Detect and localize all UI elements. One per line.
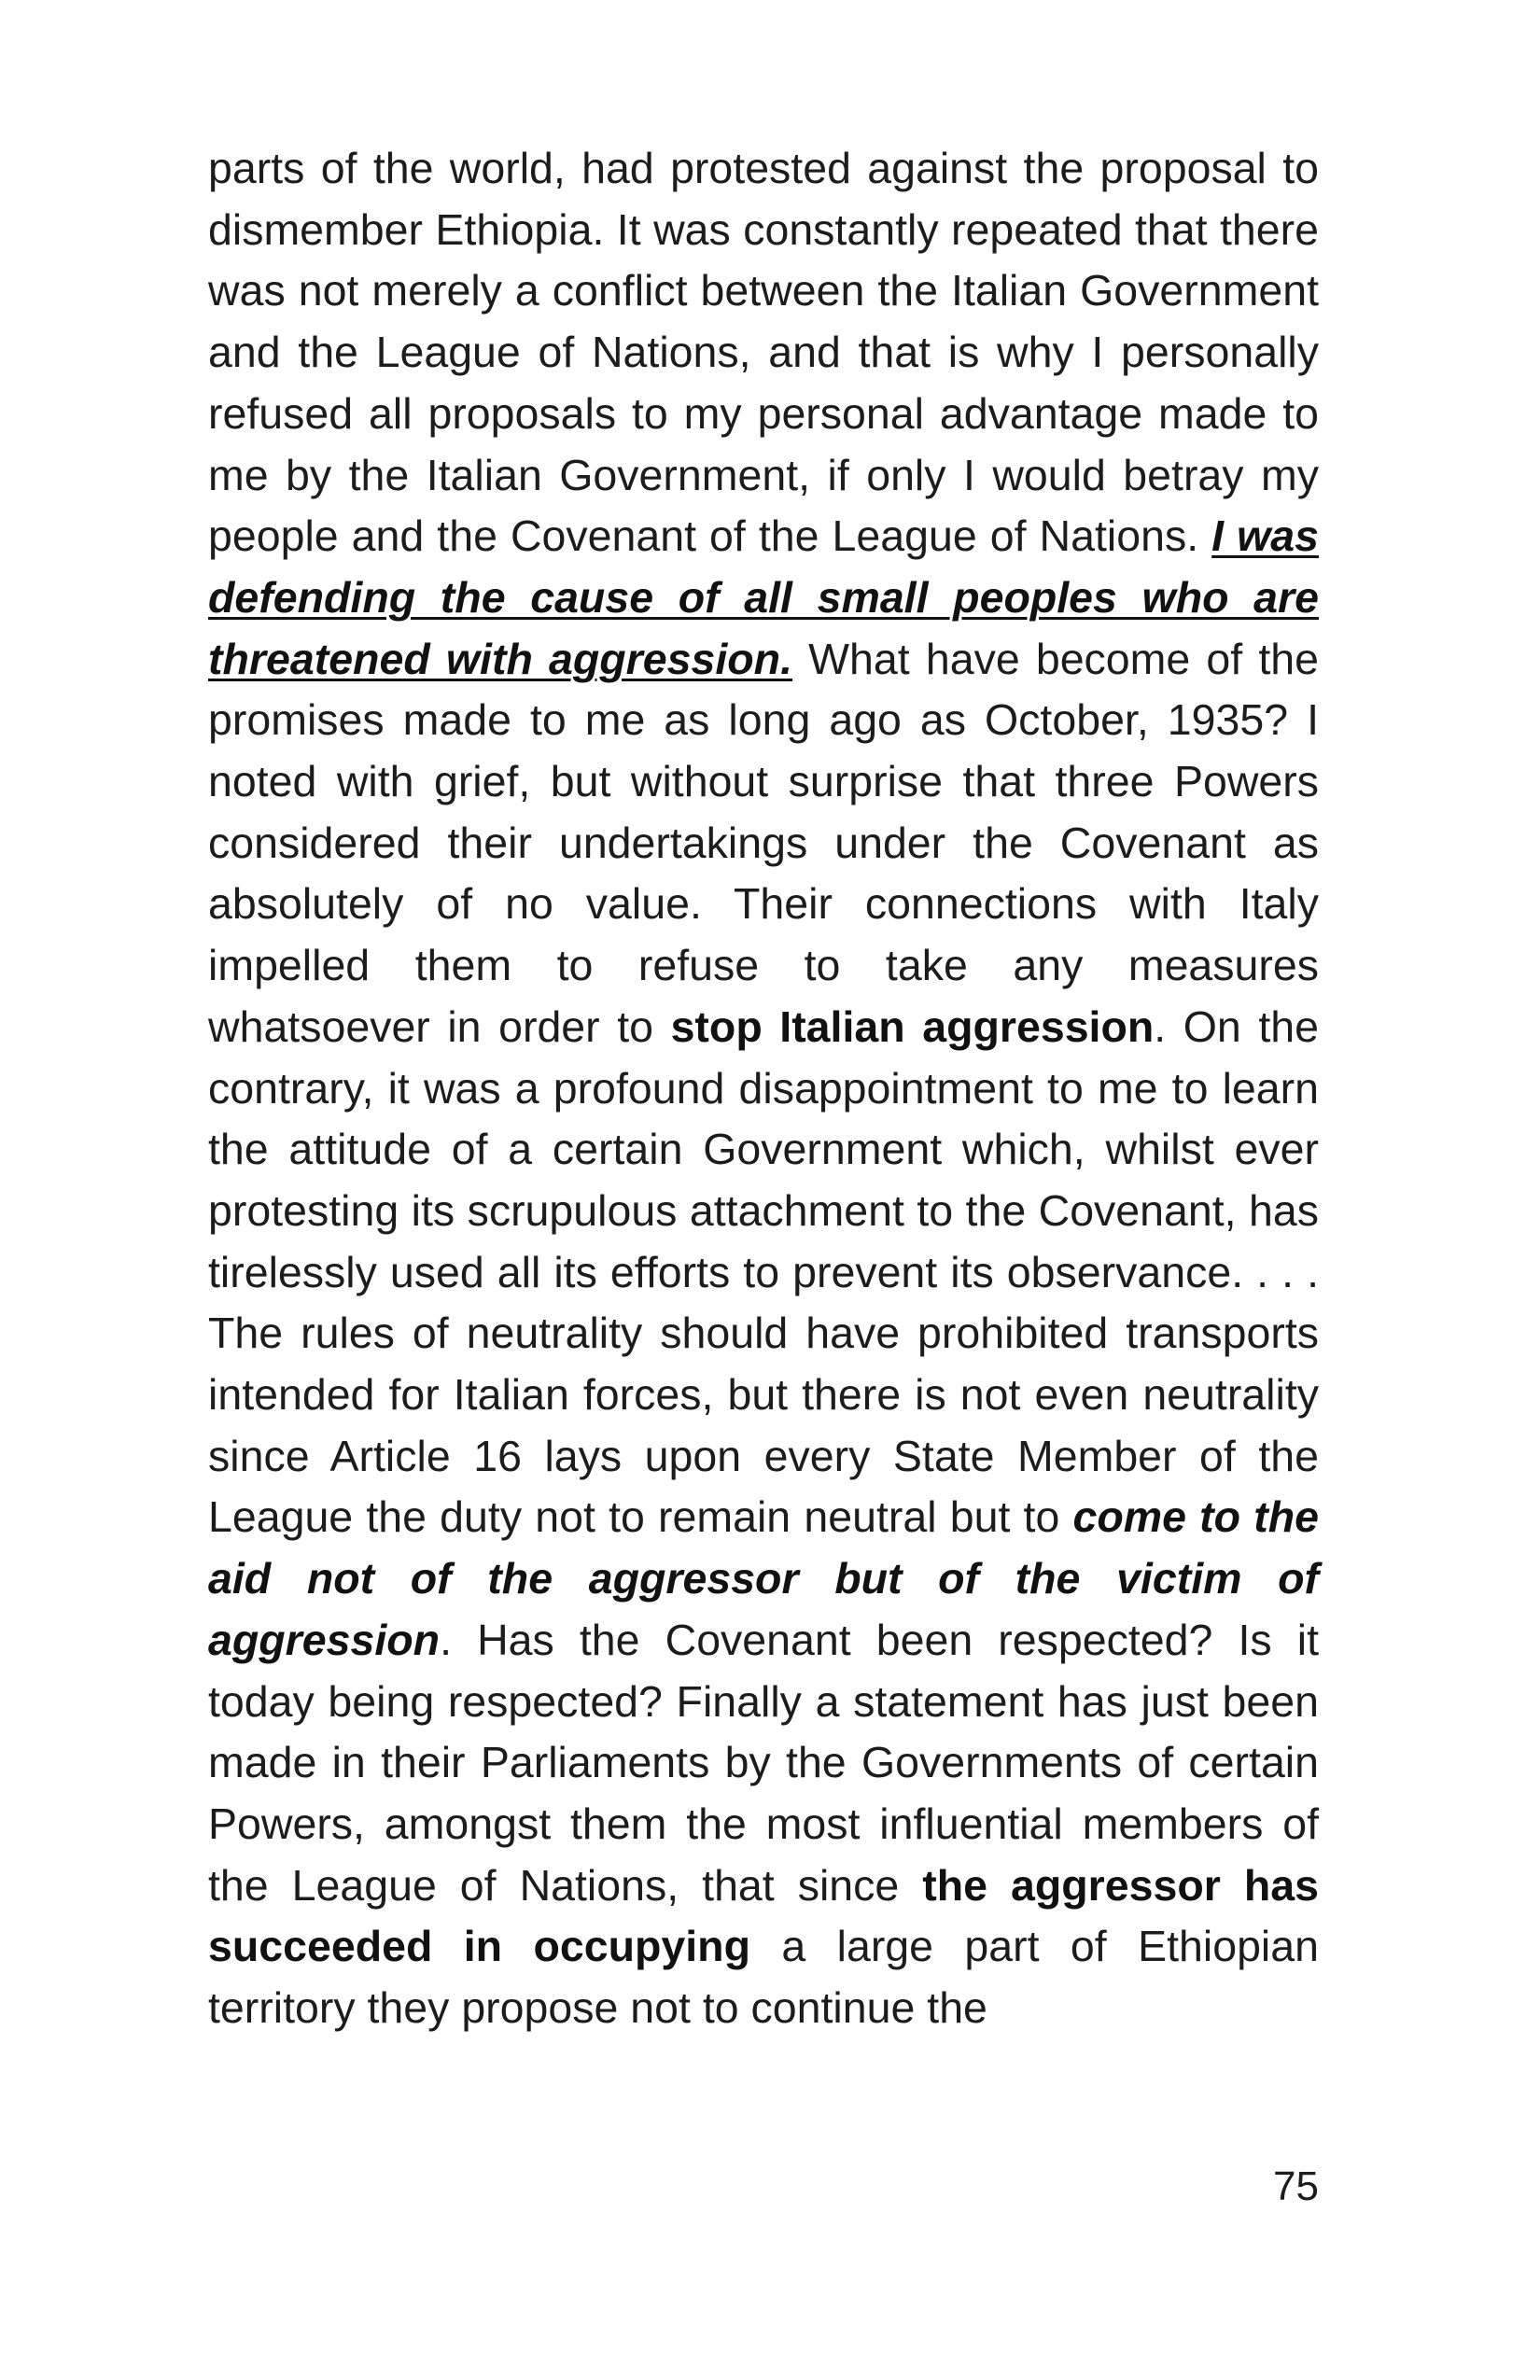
emphasis-stop-aggression: stop Italian aggression <box>670 1001 1155 1051</box>
text-segment-2: What have become of the promises made to me as long ago as October, 1935? I noted with grief, but without surprise that three Powers considered their undertakings under the Covenant as absolutely of no value. Their connections with Italy impelled them to refuse to take any measures whatsoever in order to <box>208 634 1319 1051</box>
text-segment-1: parts of the world, had protested against the proposal to dismember Ethiopia. It was constantly repeated that there was not merely a conflict between the Italian Government and the League of Nations, and that is why I personally refused all proposals to my personal advantage made to me by the Italian Government, if only I would betray my people and the Covenant of the League of Nations. <box>208 144 1319 561</box>
emphasis-aid-victim: come to the aid not of the aggressor but of the victim of aggression <box>208 1492 1319 1664</box>
text-segment-5: a large part of Ethiopian territory they propose not to continue the <box>208 1922 1319 2033</box>
text-segment-3: . On the contrary, it was a profound disappointment to me to learn the attitude of a certain Government which, whilst ever protesting its scrupulous attachment to the Covenant, has tirelessly used all its efforts to prevent its observance. . . . The rules of neutrality should have prohibited transports intended for Italian forces, but there is not even neutrality since Article 16 lays upon every State Member of the League the duty not to remain neutral but to <box>208 1001 1319 1542</box>
emphasis-small-peoples: I was defending the cause of all small peoples who are threatened with aggression. <box>208 511 1319 683</box>
text-segment-4: . Has the Covenant been respected? Is it today being respected? Finally a statement has just been made in their Parliaments by the Governments of certain Powers, amongst them the most influential members of the League of Nations, that since <box>208 1615 1319 1910</box>
emphasis-aggressor-succeeded: the aggressor has succeeded in occupying <box>208 1860 1319 1971</box>
page-number: 75 <box>1273 2163 1319 2209</box>
body-paragraph <box>208 138 1319 2039</box>
